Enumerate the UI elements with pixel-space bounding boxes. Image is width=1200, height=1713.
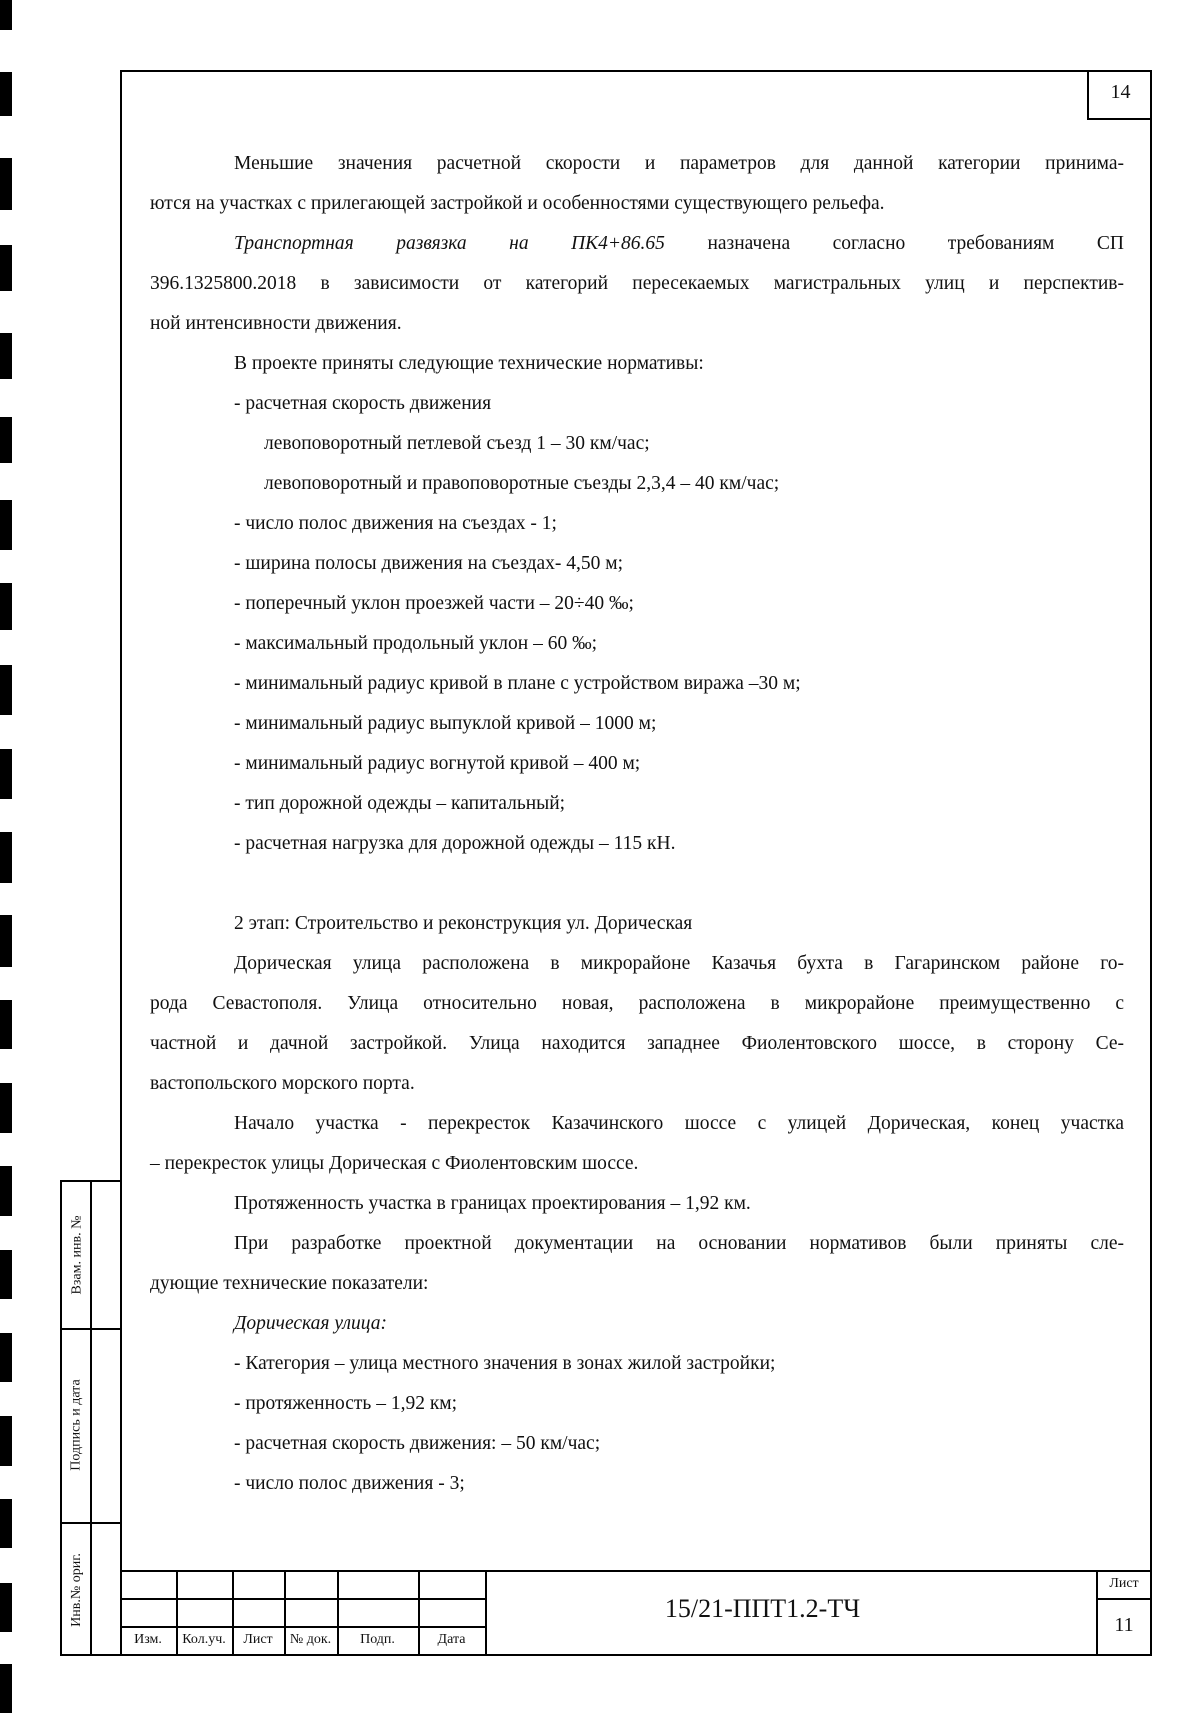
text-line: - тип дорожной одежды – капитальный; [234, 793, 566, 814]
sheet-number: 11 [1114, 1614, 1134, 1636]
text-line: - число полос движения - 3; [234, 1473, 465, 1494]
scan-mark [0, 158, 12, 210]
scan-mark [0, 1664, 12, 1713]
scan-mark [0, 1083, 12, 1133]
col-doc-no: № док. [289, 1632, 332, 1647]
text-line: левоповоротный и правоповоротные съезды 2,3,4 – 40 км/час; [264, 473, 780, 494]
vzam-label: Взам. инв. № [69, 1215, 84, 1295]
text-line: 2 этап: Строительство и реконструкция ул. Дорическая [234, 913, 693, 934]
scan-mark [0, 1250, 12, 1299]
col-podp: Подп. [360, 1632, 395, 1647]
text-line: частной и дачной застройкой. Улица находится западнее Фиолентовского шоссе, в сторону Се- [150, 1033, 1124, 1054]
document-body [150, 144, 1124, 1504]
text-line: - число полос движения на съездах - 1; [234, 513, 557, 534]
text-line: - Категория – улица местного значения в зонах жилой застройки; [234, 1353, 776, 1374]
text-line: левоповоротный петлевой съезд 1 – 30 км/час; [264, 433, 650, 454]
text-line: - ширина полосы движения на съездах- 4,50 м; [234, 553, 624, 574]
scan-mark [0, 1416, 12, 1466]
scan-mark [0, 832, 12, 883]
text-line: Протяженность участка в границах проектирования – 1,92 км. [234, 1193, 751, 1214]
scan-mark [0, 1000, 12, 1049]
page-number: 14 [1087, 70, 1152, 120]
italic-fragment: Транспортная развязка на ПК4+86.65 [234, 233, 665, 254]
paragraph-spacer [150, 864, 1124, 904]
side-stamp [60, 1180, 120, 1656]
text-line: 396.1325800.2018 в зависимости от категорий пересекаемых магистральных улиц и перспектив- [150, 273, 1124, 294]
text-line: Меньшие значения расчетной скорости и параметров для данной категории принима- [234, 153, 1124, 174]
scan-mark [0, 665, 12, 715]
scan-mark [0, 1583, 12, 1632]
text-line: дующие технические показатели: [150, 1273, 429, 1294]
scan-mark [0, 72, 12, 116]
text-line: Дорическая улица расположена в микрорайоне Казачья бухта в Гагаринском районе го- [234, 953, 1124, 974]
signature-date-label: Подпись и дата [69, 1379, 85, 1471]
text-line: - расчетная скорость движения [234, 393, 492, 414]
col-list: Лист [243, 1632, 273, 1647]
document-code: 15/21-ППТ1.2-ТЧ [664, 1594, 861, 1623]
scan-mark [0, 1499, 12, 1548]
text-line: При разработке проектной документации на основании нормативов были приняты сле- [234, 1233, 1124, 1254]
scan-mark [0, 1166, 12, 1216]
scan-mark [0, 749, 12, 799]
scan-mark [0, 500, 12, 550]
col-kol-uch: Кол.уч. [182, 1632, 226, 1647]
scan-mark [0, 245, 12, 291]
text-line: рода Севастополя. Улица относительно новая, расположена в микрорайоне преимущественно с [150, 993, 1124, 1014]
sheet-label: Лист [1109, 1576, 1139, 1591]
text-line: - максимальный продольный уклон – 60 ‰; [234, 633, 598, 654]
text-line: - минимальный радиус выпуклой кривой – 1000 м; [234, 713, 657, 734]
text-line: ной интенсивности движения. [150, 313, 402, 334]
scan-mark [0, 333, 12, 379]
text-fragment: назначена согласно требованиям СП [707, 233, 1124, 254]
inventory-label: Инв.№ ориг. [69, 1553, 85, 1627]
scan-mark [0, 583, 12, 630]
text-line: ются на участках с прилегающей застройкой и особенностями существующего рельефа. [150, 193, 885, 214]
text-line: - расчетная нагрузка для дорожной одежды – 115 кН. [234, 833, 676, 854]
text-line: - минимальный радиус вогнутой кривой – 400 м; [234, 753, 641, 774]
scan-mark [0, 0, 12, 30]
text-line: - поперечный уклон проезжей части – 20÷40 ‰; [234, 593, 634, 614]
text-line [150, 224, 1124, 264]
text-line: – перекресток улицы Дорическая с Фиолентовским шоссе. [150, 1153, 639, 1174]
col-izm: Изм. [134, 1632, 162, 1647]
text-line: Начало участка - перекресток Казачинского шоссе с улицей Дорическая, конец участка [234, 1113, 1124, 1134]
text-line: - расчетная скорость движения: – 50 км/час; [234, 1433, 601, 1454]
text-line: - минимальный радиус кривой в плане с устройством виража –30 м; [234, 673, 801, 694]
scan-mark [0, 915, 12, 967]
text-line: - протяженность – 1,92 км; [234, 1393, 458, 1414]
text-line: Дорическая улица: [234, 1313, 387, 1334]
title-block [120, 1570, 1152, 1656]
col-data: Дата [437, 1632, 466, 1647]
text-line: вастопольского морского порта. [150, 1073, 415, 1094]
text-line: В проекте приняты следующие технические нормативы: [234, 353, 704, 374]
scan-mark [0, 1333, 12, 1382]
scan-mark [0, 417, 12, 463]
